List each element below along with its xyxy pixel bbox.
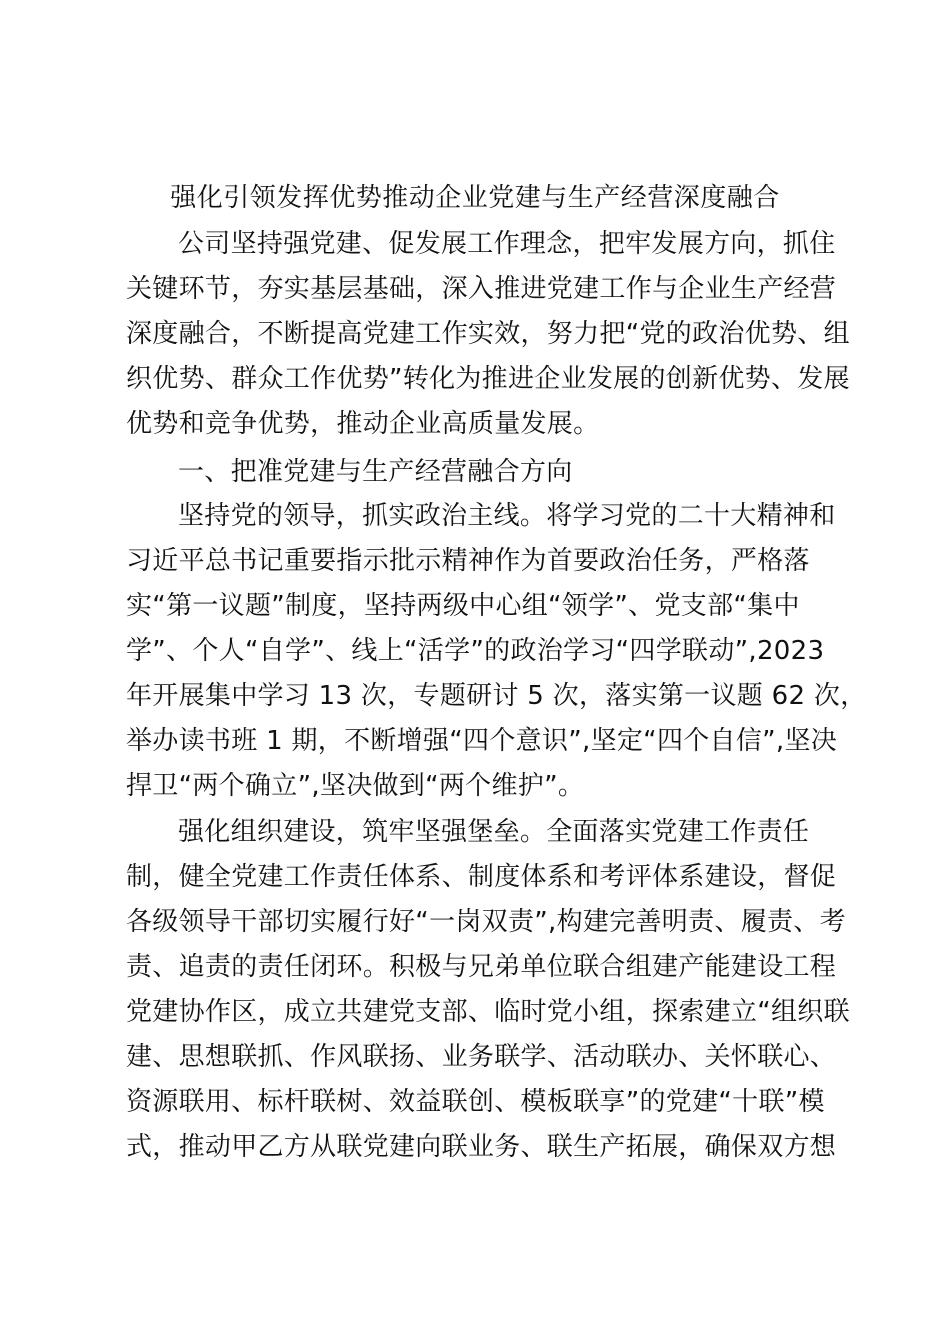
paragraph-line: 责、追责的责任闭环。积极与兄弟单位联合组建产能建设工程 <box>126 952 837 982</box>
paragraph-line: 织优势、群众工作优势”转化为推进企业发展的创新优势、发展 <box>126 364 850 394</box>
section-heading: 一、把准党建与生产经营融合方向 <box>178 457 573 487</box>
paragraph-line: 优势和竞争优势，推动企业高质量发展。 <box>126 409 600 439</box>
paragraph-line: 公司坚持强党建、促发展工作理念，把牢发展方向，抓住 <box>178 229 836 259</box>
paragraph-line: 党建协作区，成立共建党支部、临时党小组，探索建立“组织联 <box>126 997 850 1027</box>
paragraph-line: 式，推动甲乙方从联党建向联业务、联生产拓展，确保双方想 <box>126 1132 837 1162</box>
paragraph-line: 实“第一议题”制度，坚持两级中心组“领学”、党支部“集中 <box>126 591 800 621</box>
paragraph-line: 建、思想联抓、作风联扬、业务联学、活动联办、关怀联心、 <box>126 1042 837 1072</box>
paragraph-line: 学”、个人“自学”、线上“活学”的政治学习“四学联动”,2023 <box>126 636 825 666</box>
paragraph-line: 坚持党的领导，抓实政治主线。将学习党的二十大精神和 <box>178 501 836 531</box>
paragraph-line: 捍卫“两个确立”,坚决做到“两个维护”。 <box>126 771 585 801</box>
paragraph-line: 习近平总书记重要指示批示精神作为首要政治任务，严格落 <box>126 546 810 576</box>
paragraph-line: 资源联用、标杆联树、效益联创、模板联享”的党建“十联”模 <box>126 1087 825 1117</box>
paragraph-line: 年开展集中学习 13 次，专题研讨 5 次，落实第一议题 62 次， <box>126 681 867 711</box>
paragraph-line: 强化组织建设，筑牢坚强堡垒。全面落实党建工作责任 <box>178 817 810 847</box>
paragraph-line: 制，健全党建工作责任体系、制度体系和考评体系建设，督促 <box>126 862 837 892</box>
paragraph-line: 举办读书班 1 期，不断增强“四个意识”,坚定“四个自信”,坚决 <box>126 726 838 756</box>
paragraph-line: 关键环节，夯实基层基础，深入推进党建工作与企业生产经营 <box>126 274 837 304</box>
paragraph-line: 各级领导干部切实履行好“一岗双责”,构建完善明责、履责、考 <box>126 907 846 937</box>
paragraph-line: 深度融合，不断提高党建工作实效，努力把“党的政治优势、组 <box>126 319 850 349</box>
document-title: 强化引领发挥优势推动企业党建与生产经营深度融合 <box>170 183 780 213</box>
